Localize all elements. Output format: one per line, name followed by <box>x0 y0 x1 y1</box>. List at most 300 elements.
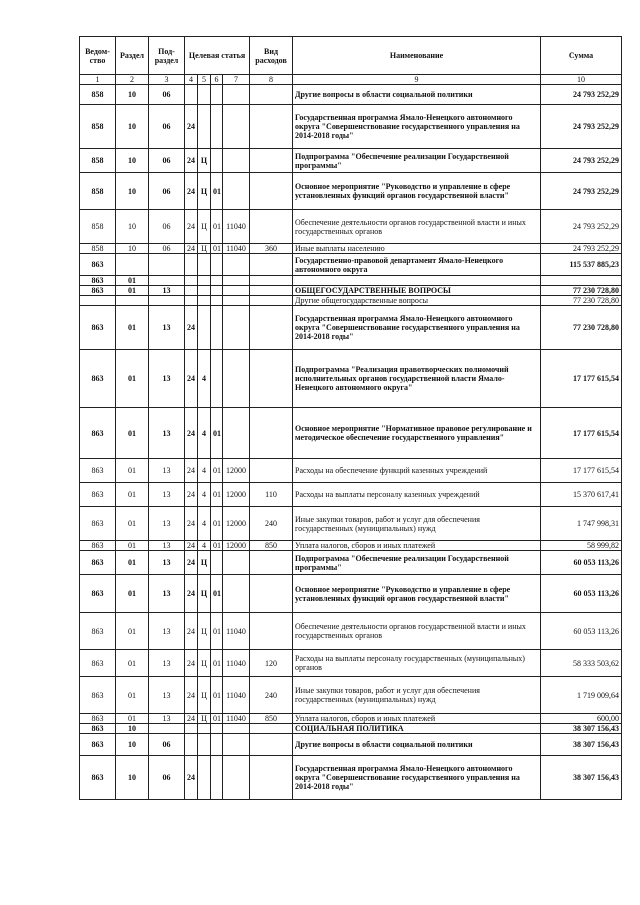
cell-podrazdel: 06 <box>149 149 185 173</box>
cell-celevaya-1: 24 <box>185 210 198 244</box>
cell-celevaya-4: 12000 <box>223 483 250 507</box>
cell-celevaya-4 <box>223 286 250 296</box>
col-number: 7 <box>223 75 250 85</box>
cell-vid-rashodov <box>250 613 293 650</box>
cell-razdel <box>116 296 149 306</box>
cell-celevaya-4 <box>223 350 250 408</box>
cell-celevaya-2: Ц <box>198 244 211 254</box>
cell-summa: 24 793 252,29 <box>541 85 622 105</box>
cell-vid-rashodov: 850 <box>250 541 293 551</box>
cell-celevaya-1: 24 <box>185 350 198 408</box>
cell-vid-rashodov <box>250 724 293 734</box>
cell-celevaya-1: 24 <box>185 575 198 613</box>
cell-celevaya-4 <box>223 276 250 286</box>
cell-celevaya-4 <box>223 105 250 149</box>
cell-vedomstvo: 863 <box>80 575 116 613</box>
cell-podrazdel: 13 <box>149 306 185 350</box>
cell-celevaya-2: 4 <box>198 483 211 507</box>
cell-naimenovanie: Другие вопросы в области социальной политики <box>293 734 541 756</box>
cell-celevaya-2 <box>198 734 211 756</box>
cell-vedomstvo: 863 <box>80 459 116 483</box>
cell-celevaya-3: 01 <box>211 714 223 724</box>
cell-podrazdel: 13 <box>149 650 185 677</box>
cell-podrazdel: 13 <box>149 677 185 714</box>
cell-razdel: 01 <box>116 541 149 551</box>
cell-celevaya-1: 24 <box>185 483 198 507</box>
cell-podrazdel <box>149 296 185 306</box>
cell-razdel: 01 <box>116 507 149 541</box>
cell-razdel: 10 <box>116 724 149 734</box>
header-podrazdel: Под-раздел <box>149 37 185 75</box>
cell-vid-rashodov <box>250 276 293 286</box>
cell-vedomstvo: 858 <box>80 105 116 149</box>
cell-vedomstvo: 863 <box>80 276 116 286</box>
cell-summa: 77 230 728,80 <box>541 306 622 350</box>
cell-celevaya-2: 4 <box>198 541 211 551</box>
cell-celevaya-1 <box>185 254 198 276</box>
cell-razdel: 01 <box>116 459 149 483</box>
cell-summa: 15 370 617,41 <box>541 483 622 507</box>
cell-celevaya-1: 24 <box>185 714 198 724</box>
cell-celevaya-3 <box>211 149 223 173</box>
table-row <box>80 575 622 613</box>
cell-podrazdel <box>149 724 185 734</box>
cell-naimenovanie: Уплата налогов, сборов и иных платежей <box>293 714 541 724</box>
cell-celevaya-2: Ц <box>198 575 211 613</box>
cell-vid-rashodov <box>250 459 293 483</box>
cell-celevaya-4 <box>223 173 250 210</box>
header-naimenovanie: Наименование <box>293 37 541 75</box>
cell-vedomstvo: 863 <box>80 734 116 756</box>
cell-summa: 77 230 728,80 <box>541 296 622 306</box>
cell-celevaya-4: 11040 <box>223 650 250 677</box>
cell-vid-rashodov <box>250 551 293 575</box>
cell-vedomstvo: 863 <box>80 350 116 408</box>
cell-naimenovanie: Государственная программа Ямало-Ненецкого автономного округа "Совершенствование государственного управления на 2014-2018 годы" <box>293 306 541 350</box>
cell-vid-rashodov <box>250 149 293 173</box>
table-row <box>80 296 622 306</box>
cell-celevaya-1: 24 <box>185 105 198 149</box>
cell-summa: 38 307 156,43 <box>541 756 622 800</box>
cell-naimenovanie: Подпрограмма "Обеспечение реализации Государственной программы" <box>293 149 541 173</box>
cell-summa: 58 333 503,62 <box>541 650 622 677</box>
cell-naimenovanie: Подпрограмма "Реализация правотворческих полномочий исполнительных органов государственной власти Ямало-Ненецкого автономного округа" <box>293 350 541 408</box>
table-row <box>80 306 622 350</box>
table-row <box>80 714 622 724</box>
cell-celevaya-2: Ц <box>198 210 211 244</box>
cell-vid-rashodov <box>250 756 293 800</box>
col-number: 3 <box>149 75 185 85</box>
cell-vedomstvo: 858 <box>80 244 116 254</box>
cell-vedomstvo: 863 <box>80 507 116 541</box>
cell-naimenovanie: Другие вопросы в области социальной политики <box>293 85 541 105</box>
cell-naimenovanie: Государственно-правовой департамент Ямало-Ненецкого автономного округа <box>293 254 541 276</box>
table-row <box>80 734 622 756</box>
cell-celevaya-1: 24 <box>185 459 198 483</box>
cell-vedomstvo: 863 <box>80 714 116 724</box>
cell-podrazdel: 13 <box>149 541 185 551</box>
cell-razdel: 01 <box>116 408 149 459</box>
cell-celevaya-1: 24 <box>185 541 198 551</box>
col-number: 4 <box>185 75 198 85</box>
col-number: 9 <box>293 75 541 85</box>
cell-razdel: 01 <box>116 350 149 408</box>
cell-podrazdel: 13 <box>149 286 185 296</box>
cell-celevaya-4: 12000 <box>223 507 250 541</box>
table-row <box>80 459 622 483</box>
table-row <box>80 173 622 210</box>
cell-celevaya-2 <box>198 296 211 306</box>
cell-razdel: 10 <box>116 244 149 254</box>
cell-celevaya-2: Ц <box>198 551 211 575</box>
cell-podrazdel: 13 <box>149 613 185 650</box>
col-number: 5 <box>198 75 211 85</box>
cell-celevaya-4: 11040 <box>223 714 250 724</box>
table-row <box>80 244 622 254</box>
cell-razdel: 10 <box>116 173 149 210</box>
cell-vid-rashodov: 240 <box>250 507 293 541</box>
cell-celevaya-4: 11040 <box>223 210 250 244</box>
cell-podrazdel: 06 <box>149 210 185 244</box>
cell-celevaya-1: 24 <box>185 408 198 459</box>
cell-naimenovanie: Основное мероприятие "Руководство и управление в сфере установленных функций органов государственной власти" <box>293 575 541 613</box>
cell-naimenovanie: ОБЩЕГОСУДАРСТВЕННЫЕ ВОПРОСЫ <box>293 286 541 296</box>
cell-celevaya-2: Ц <box>198 149 211 173</box>
cell-summa: 58 999,82 <box>541 541 622 551</box>
cell-summa: 24 793 252,29 <box>541 210 622 244</box>
cell-vedomstvo: 858 <box>80 173 116 210</box>
table-row <box>80 276 622 286</box>
cell-razdel: 10 <box>116 149 149 173</box>
cell-vedomstvo: 863 <box>80 756 116 800</box>
cell-celevaya-4 <box>223 85 250 105</box>
cell-vedomstvo: 863 <box>80 541 116 551</box>
cell-celevaya-1: 24 <box>185 650 198 677</box>
cell-naimenovanie: Подпрограмма "Обеспечение реализации Государственной программы" <box>293 551 541 575</box>
cell-podrazdel: 06 <box>149 105 185 149</box>
cell-naimenovanie: Обеспечение деятельности органов государственной власти и иных государственных органов <box>293 613 541 650</box>
cell-vid-rashodov: 850 <box>250 714 293 724</box>
cell-celevaya-3 <box>211 296 223 306</box>
cell-summa: 24 793 252,29 <box>541 244 622 254</box>
cell-celevaya-2: 4 <box>198 350 211 408</box>
cell-celevaya-4 <box>223 724 250 734</box>
cell-celevaya-4 <box>223 734 250 756</box>
cell-celevaya-4 <box>223 306 250 350</box>
cell-celevaya-3: 01 <box>211 210 223 244</box>
cell-celevaya-4: 11040 <box>223 244 250 254</box>
header-summa: Сумма <box>541 37 622 75</box>
cell-celevaya-1 <box>185 85 198 105</box>
cell-celevaya-2: Ц <box>198 714 211 724</box>
cell-celevaya-3: 01 <box>211 613 223 650</box>
cell-naimenovanie: Иные закупки товаров, работ и услуг для обеспечения государственных (муниципальных) нужд <box>293 677 541 714</box>
cell-naimenovanie: Расходы на обеспечение функций казенных учреждений <box>293 459 541 483</box>
cell-celevaya-4: 12000 <box>223 541 250 551</box>
cell-vid-rashodov: 360 <box>250 244 293 254</box>
cell-celevaya-4: 11040 <box>223 677 250 714</box>
cell-vedomstvo: 863 <box>80 306 116 350</box>
cell-podrazdel: 13 <box>149 459 185 483</box>
cell-vid-rashodov <box>250 734 293 756</box>
table-row <box>80 551 622 575</box>
table-row <box>80 105 622 149</box>
column-number-row <box>80 75 622 85</box>
cell-celevaya-3 <box>211 85 223 105</box>
cell-podrazdel: 06 <box>149 734 185 756</box>
table-row <box>80 507 622 541</box>
table-row <box>80 350 622 408</box>
cell-celevaya-3 <box>211 551 223 575</box>
table-row <box>80 149 622 173</box>
cell-celevaya-1: 24 <box>185 173 198 210</box>
cell-celevaya-3: 01 <box>211 677 223 714</box>
cell-razdel: 01 <box>116 551 149 575</box>
table-row <box>80 541 622 551</box>
cell-celevaya-1: 24 <box>185 306 198 350</box>
cell-celevaya-3: 01 <box>211 244 223 254</box>
cell-vid-rashodov <box>250 173 293 210</box>
cell-celevaya-4 <box>223 756 250 800</box>
cell-vid-rashodov <box>250 306 293 350</box>
cell-summa: 77 230 728,80 <box>541 286 622 296</box>
cell-celevaya-3: 01 <box>211 575 223 613</box>
cell-celevaya-4 <box>223 296 250 306</box>
cell-celevaya-1 <box>185 724 198 734</box>
cell-celevaya-1 <box>185 734 198 756</box>
cell-vedomstvo: 863 <box>80 254 116 276</box>
cell-celevaya-2 <box>198 85 211 105</box>
cell-summa: 24 793 252,29 <box>541 149 622 173</box>
cell-summa <box>541 276 622 286</box>
cell-vid-rashodov <box>250 105 293 149</box>
col-number: 8 <box>250 75 293 85</box>
table-row <box>80 286 622 296</box>
cell-celevaya-2: 4 <box>198 459 211 483</box>
cell-vid-rashodov <box>250 408 293 459</box>
cell-summa: 115 537 885,23 <box>541 254 622 276</box>
cell-summa: 24 793 252,29 <box>541 105 622 149</box>
cell-vid-rashodov <box>250 296 293 306</box>
cell-vedomstvo: 863 <box>80 551 116 575</box>
cell-razdel: 01 <box>116 650 149 677</box>
table-row <box>80 254 622 276</box>
cell-podrazdel: 13 <box>149 483 185 507</box>
cell-naimenovanie: Расходы на выплаты персоналу казенных учреждений <box>293 483 541 507</box>
cell-vid-rashodov: 240 <box>250 677 293 714</box>
cell-vedomstvo: 858 <box>80 85 116 105</box>
cell-razdel <box>116 254 149 276</box>
col-number: 10 <box>541 75 622 85</box>
cell-naimenovanie <box>293 276 541 286</box>
cell-celevaya-1: 24 <box>185 677 198 714</box>
cell-celevaya-4 <box>223 551 250 575</box>
cell-celevaya-4 <box>223 408 250 459</box>
cell-celevaya-3 <box>211 350 223 408</box>
cell-summa: 600,00 <box>541 714 622 724</box>
cell-celevaya-3 <box>211 734 223 756</box>
cell-vedomstvo: 863 <box>80 724 116 734</box>
cell-celevaya-3 <box>211 276 223 286</box>
cell-celevaya-4: 11040 <box>223 613 250 650</box>
cell-summa: 60 053 113,26 <box>541 551 622 575</box>
table-row <box>80 85 622 105</box>
cell-celevaya-3 <box>211 286 223 296</box>
cell-naimenovanie: Другие общегосударственные вопросы <box>293 296 541 306</box>
cell-razdel: 01 <box>116 286 149 296</box>
cell-vedomstvo: 863 <box>80 677 116 714</box>
cell-celevaya-3: 01 <box>211 650 223 677</box>
cell-celevaya-4 <box>223 254 250 276</box>
cell-razdel: 10 <box>116 85 149 105</box>
cell-podrazdel: 13 <box>149 714 185 724</box>
cell-podrazdel: 06 <box>149 756 185 800</box>
cell-summa: 38 307 156,43 <box>541 734 622 756</box>
cell-summa: 60 053 113,26 <box>541 613 622 650</box>
cell-podrazdel: 06 <box>149 173 185 210</box>
cell-celevaya-2 <box>198 306 211 350</box>
cell-celevaya-3 <box>211 306 223 350</box>
cell-celevaya-3 <box>211 105 223 149</box>
cell-podrazdel <box>149 254 185 276</box>
cell-celevaya-1: 24 <box>185 244 198 254</box>
cell-naimenovanie: Обеспечение деятельности органов государственной власти и иных государственных органов <box>293 210 541 244</box>
cell-celevaya-4: 12000 <box>223 459 250 483</box>
cell-vid-rashodov <box>250 210 293 244</box>
cell-summa: 60 053 113,26 <box>541 575 622 613</box>
cell-razdel: 01 <box>116 575 149 613</box>
table-row <box>80 650 622 677</box>
cell-vedomstvo: 858 <box>80 210 116 244</box>
cell-vid-rashodov: 110 <box>250 483 293 507</box>
cell-celevaya-2 <box>198 105 211 149</box>
cell-podrazdel: 13 <box>149 507 185 541</box>
budget-table <box>79 36 622 800</box>
cell-vedomstvo: 858 <box>80 149 116 173</box>
col-number: 6 <box>211 75 223 85</box>
table-row <box>80 677 622 714</box>
cell-celevaya-2 <box>198 286 211 296</box>
table-row <box>80 756 622 800</box>
cell-razdel: 10 <box>116 210 149 244</box>
cell-vid-rashodov <box>250 575 293 613</box>
cell-naimenovanie: Иные закупки товаров, работ и услуг для обеспечения государственных (муниципальных) нужд <box>293 507 541 541</box>
cell-celevaya-2: 4 <box>198 507 211 541</box>
table-row <box>80 613 622 650</box>
cell-razdel: 01 <box>116 677 149 714</box>
cell-celevaya-1: 24 <box>185 507 198 541</box>
cell-naimenovanie: Расходы на выплаты персоналу государственных (муниципальных) органов <box>293 650 541 677</box>
cell-celevaya-2: Ц <box>198 613 211 650</box>
cell-vedomstvo: 863 <box>80 408 116 459</box>
header-row <box>80 37 622 75</box>
cell-vid-rashodov <box>250 350 293 408</box>
table-row <box>80 210 622 244</box>
cell-naimenovanie: Основное мероприятие "Руководство и управление в сфере установленных функций органов государственной власти" <box>293 173 541 210</box>
cell-celevaya-1: 24 <box>185 613 198 650</box>
cell-summa: 17 177 615,54 <box>541 408 622 459</box>
cell-naimenovanie: СОЦИАЛЬНАЯ ПОЛИТИКА <box>293 724 541 734</box>
cell-vedomstvo: 863 <box>80 650 116 677</box>
cell-celevaya-2 <box>198 724 211 734</box>
cell-naimenovanie: Государственная программа Ямало-Ненецкого автономного округа "Совершенствование государственного управления на 2014-2018 годы" <box>293 756 541 800</box>
cell-podrazdel: 06 <box>149 85 185 105</box>
cell-celevaya-1: 24 <box>185 756 198 800</box>
cell-celevaya-4 <box>223 149 250 173</box>
cell-razdel: 10 <box>116 734 149 756</box>
cell-celevaya-2: Ц <box>198 677 211 714</box>
cell-razdel: 10 <box>116 105 149 149</box>
cell-razdel: 01 <box>116 306 149 350</box>
header-vedomstvo: Ведом-ство <box>80 37 116 75</box>
cell-celevaya-3: 01 <box>211 408 223 459</box>
cell-celevaya-1 <box>185 286 198 296</box>
cell-celevaya-2 <box>198 276 211 286</box>
cell-celevaya-1 <box>185 296 198 306</box>
cell-celevaya-3: 01 <box>211 459 223 483</box>
cell-celevaya-2: Ц <box>198 650 211 677</box>
header-razdel: Раздел <box>116 37 149 75</box>
cell-naimenovanie: Уплата налогов, сборов и иных платежей <box>293 541 541 551</box>
cell-summa: 1 747 998,31 <box>541 507 622 541</box>
cell-celevaya-3 <box>211 254 223 276</box>
cell-vid-rashodov <box>250 254 293 276</box>
cell-celevaya-1: 24 <box>185 149 198 173</box>
cell-podrazdel: 13 <box>149 551 185 575</box>
cell-vedomstvo: 863 <box>80 483 116 507</box>
table-body <box>80 85 622 800</box>
cell-podrazdel: 13 <box>149 408 185 459</box>
cell-podrazdel: 06 <box>149 244 185 254</box>
cell-celevaya-2: Ц <box>198 173 211 210</box>
table-row <box>80 724 622 734</box>
table-row <box>80 408 622 459</box>
cell-naimenovanie: Государственная программа Ямало-Ненецкого автономного округа "Совершенствование государственного управления на 2014-2018 годы" <box>293 105 541 149</box>
cell-summa: 24 793 252,29 <box>541 173 622 210</box>
cell-vid-rashodov <box>250 286 293 296</box>
header-vid-rashodov: Вид расходов <box>250 37 293 75</box>
cell-razdel: 01 <box>116 483 149 507</box>
cell-celevaya-3: 01 <box>211 507 223 541</box>
cell-summa: 38 307 156,43 <box>541 724 622 734</box>
cell-naimenovanie: Иные выплаты населению <box>293 244 541 254</box>
cell-razdel: 01 <box>116 276 149 286</box>
cell-celevaya-3: 01 <box>211 483 223 507</box>
cell-summa: 1 719 009,64 <box>541 677 622 714</box>
cell-celevaya-3 <box>211 756 223 800</box>
cell-celevaya-3: 01 <box>211 541 223 551</box>
cell-celevaya-2: 4 <box>198 408 211 459</box>
cell-summa: 17 177 615,54 <box>541 350 622 408</box>
cell-celevaya-4 <box>223 575 250 613</box>
cell-podrazdel <box>149 276 185 286</box>
cell-vid-rashodov <box>250 85 293 105</box>
cell-celevaya-3: 01 <box>211 173 223 210</box>
cell-razdel: 01 <box>116 613 149 650</box>
cell-podrazdel: 13 <box>149 575 185 613</box>
cell-celevaya-1: 24 <box>185 551 198 575</box>
table-row <box>80 483 622 507</box>
cell-summa: 17 177 615,54 <box>541 459 622 483</box>
cell-vedomstvo <box>80 296 116 306</box>
header-celevaya-statya: Целевая статья <box>185 37 250 75</box>
cell-naimenovanie: Основное мероприятие "Нормативное правовое регулирование и методическое обеспечение государственного управления" <box>293 408 541 459</box>
cell-vid-rashodov: 120 <box>250 650 293 677</box>
col-number: 2 <box>116 75 149 85</box>
cell-celevaya-2 <box>198 756 211 800</box>
cell-celevaya-1 <box>185 276 198 286</box>
cell-podrazdel: 13 <box>149 350 185 408</box>
